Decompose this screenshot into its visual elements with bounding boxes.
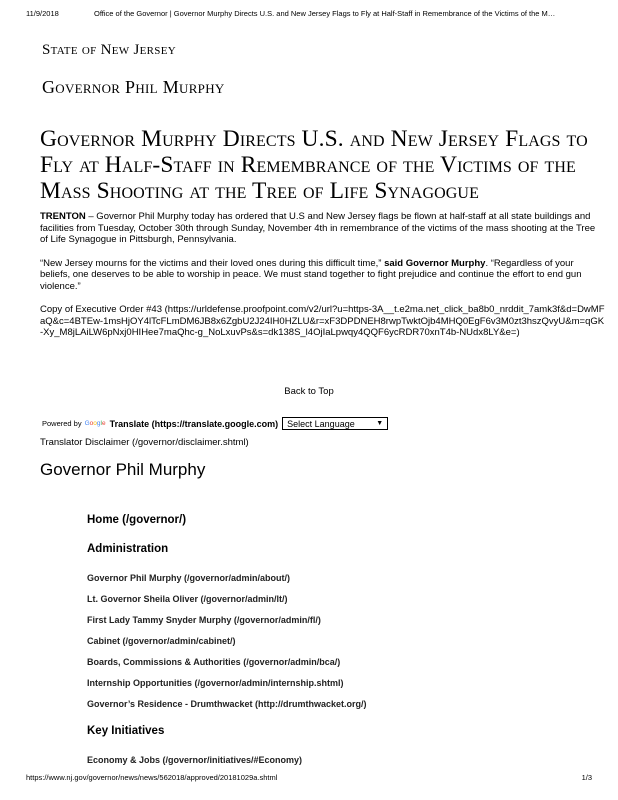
admin-link-boards[interactable]: Boards, Commissions & Authorities (/governor/admin/bca/) bbox=[87, 657, 341, 667]
language-select[interactable] bbox=[282, 417, 388, 430]
powered-by-label: Powered by bbox=[42, 419, 82, 428]
executive-order-link[interactable]: Copy of Executive Order #43 (https://urldefense.proofpoint.com/v2/url?u=https-3A__t.e2ma.net_click_ba8b0_nrddit_7amk3f&d=DwMFaQ&c=4BTEw-1msHjOY4lTcFLmDM6JB8x6ZgbU2J24IH0HZLU&r=xF3DPDNEH8rwpTwktOjb4MHQ0EgF6v3M0zt3hszQvyU&m=qGK-Xy_M8jLAiLW6pNxj0HIHee7maQhc-g_NoLxuvPs&s=dk138S_l4OjIaLpwqy4QQF6ycRDR70xnT4b-NUdx8LY&e=) bbox=[40, 304, 605, 338]
quote-paragraph bbox=[40, 258, 605, 293]
google-letter: g bbox=[96, 420, 101, 427]
google-letter: o bbox=[93, 420, 97, 427]
quote-part-2: . “Regardless of your beliefs, one deserves to be able to worship in peace. We must stand together to fight prejudice and continue the effort to end gun violence.” bbox=[40, 257, 582, 292]
admin-link-lt-governor[interactable]: Lt. Governor Sheila Oliver (/governor/admin/lt/) bbox=[87, 594, 288, 604]
administration-heading: Administration bbox=[87, 543, 169, 555]
article-headline: Governor Murphy Directs U.S. and New Jersey Flags to Fly at Half-Staff in Remembrance of the Victims of the Mass Shooting at the Tree of Life Synagogue bbox=[40, 126, 588, 204]
quote-part-1: “New Jersey mourns for the victims and their loved ones during this difficult time,” bbox=[40, 257, 385, 269]
footer-governor-name: Governor Phil Murphy bbox=[40, 460, 206, 479]
dateline: TRENTON bbox=[40, 211, 86, 222]
dropdown-arrow-icon: ▼ bbox=[376, 420, 384, 427]
admin-link-residence[interactable]: Governor’s Residence - Drumthwacket (http://drumthwacket.org/) bbox=[87, 699, 367, 709]
google-letter: G bbox=[84, 420, 90, 427]
key-initiatives-heading: Key Initiatives bbox=[87, 725, 165, 737]
footer-home-link[interactable]: Home (/governor/) bbox=[87, 514, 187, 526]
state-of-new-jersey-link[interactable]: State of New Jersey bbox=[42, 42, 176, 58]
google-letter: l bbox=[100, 420, 102, 427]
google-translate-link[interactable]: Translate (https://translate.google.com) bbox=[109, 418, 279, 429]
article-body bbox=[40, 211, 605, 351]
lead-paragraph bbox=[40, 211, 605, 246]
google-letter: o bbox=[89, 420, 94, 427]
governor-phil-murphy-link[interactable]: Governor Phil Murphy bbox=[42, 77, 225, 97]
print-footer bbox=[26, 773, 592, 782]
admin-link-first-lady[interactable]: First Lady Tammy Snyder Murphy (/governor/admin/fl/) bbox=[87, 615, 321, 625]
said-governor: said Governor Murphy bbox=[384, 257, 486, 269]
print-page-number: 1/3 bbox=[581, 773, 592, 782]
language-select-value: Select Language bbox=[287, 418, 355, 429]
print-url: https://www.nj.gov/governor/news/news/562018/approved/20181029a.shtml bbox=[26, 773, 278, 782]
initiative-link-economy[interactable]: Economy & Jobs (/governor/initiatives/#Economy) bbox=[87, 755, 303, 765]
admin-link-governor[interactable]: Governor Phil Murphy (/governor/admin/about/) bbox=[87, 573, 291, 583]
lead-text: – Governor Phil Murphy today has ordered that U.S and New Jersey flags be flown at half-staff at all state buildings and facilities from Tuesday, October 30th through Sunday, November 4th in remembrance of the victims of the mass shooting at the Tree of Life Synagogue in Pittsburgh, Pennsylvania. bbox=[40, 211, 596, 245]
translate-bar bbox=[42, 417, 388, 430]
admin-link-cabinet[interactable]: Cabinet (/governor/admin/cabinet/) bbox=[87, 636, 236, 646]
google-logo bbox=[85, 420, 106, 427]
google-letter: e bbox=[102, 420, 106, 427]
translator-disclaimer-link[interactable]: Translator Disclaimer (/governor/disclaimer.shtml) bbox=[40, 437, 249, 448]
print-date: 11/9/2018 bbox=[26, 9, 59, 18]
print-header bbox=[26, 9, 592, 18]
admin-link-internship[interactable]: Internship Opportunities (/governor/admin/internship.shtml) bbox=[87, 678, 344, 688]
back-to-top-link[interactable]: Back to Top bbox=[284, 386, 334, 397]
print-page-title: Office of the Governor | Governor Murphy Directs U.S. and New Jersey Flags to Fly at Half-Staff in Remembrance of the Victims of the M… bbox=[94, 9, 556, 18]
